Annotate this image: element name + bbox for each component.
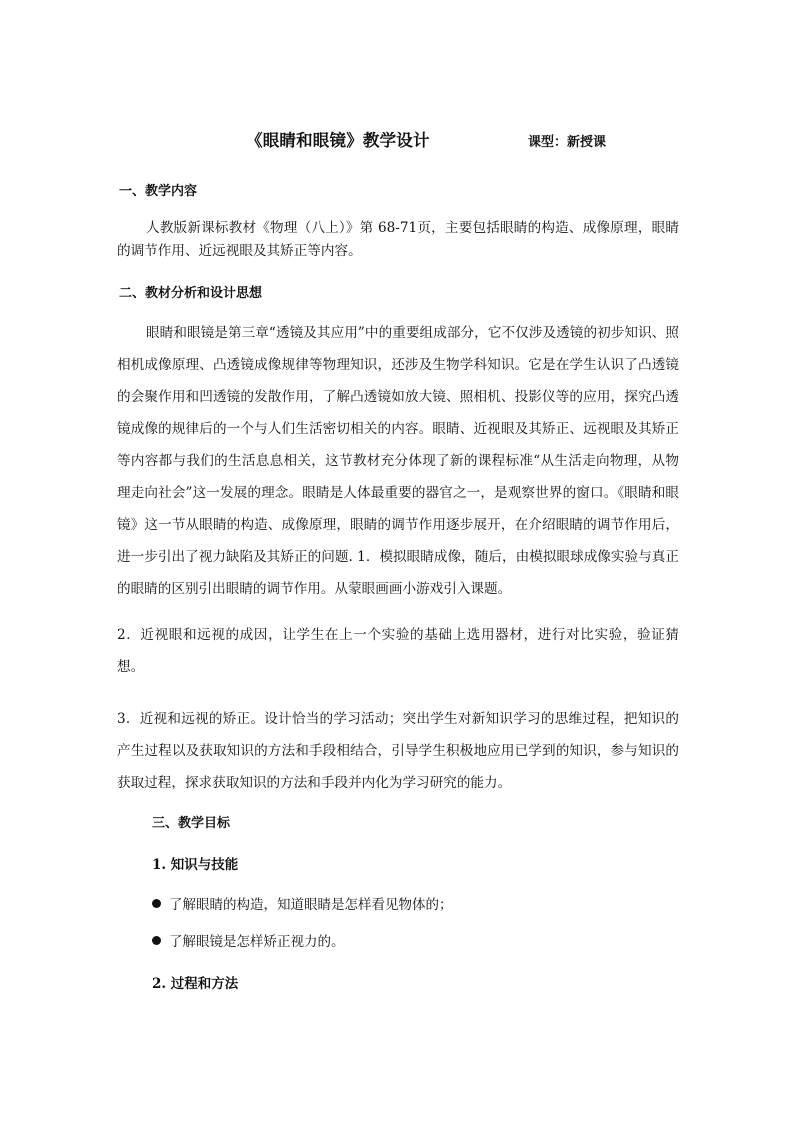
bullet-item xyxy=(152,930,345,950)
objective-process-methods: 2. 过程和方法 xyxy=(152,976,239,992)
analysis-item-3: 3．近视和远视的矫正。设计恰当的学习活动；突出学生对新知识学习的思维过程，把知识的产生过程以及获取知识的方法和手段相结合，引导学生积极地应用已学到的知识，参与知识的获取过程，探求获取知识的方法和手段并内化为学习研究的能力。 xyxy=(117,711,679,791)
section-heading-analysis: 二、教材分析和设计思想 xyxy=(119,286,263,301)
document-title: 《眼睛和眼镜》教学设计 xyxy=(246,131,430,150)
section-paragraph-analysis: 眼睛和眼镜是第三章“透镜及其应用”中的重要组成部分，它不仅涉及透镜的初步知识、照相机成像原理、凸透镜成像规律等物理知识，还涉及生物学科知识。它是在学生认识了凸透镜的会聚作用和凹透镜的发散作用，了解凸透镜如放大镜、照相机、投影仪等的应用，探究凸透镜成像的规律后的一个与人们生活密切相关的内容。眼睛、近视眼及其矫正、远视眼及其矫正等内容都与我们的生活息息相关，这节教材充分体现了新的课程标准“从生活走向物理，从物理走向社会”这一发展的理念。眼睛是人体最重要的器官之一，是观察世界的窗口。《眼睛和眼镜》这一节从眼睛的构造、成像原理，眼睛的调节作用逐步展开，在介绍眼睛的调节作用后，进一步引出了视力缺陷及其矫正的问题. 1．模拟眼睛成像，随后，由模拟眼球成像实验与真正的眼睛的区别引出眼睛的调节作用。从蒙眼画画小游戏引入课题。 xyxy=(117,325,679,597)
section-heading-objectives: 三、教学目标 xyxy=(152,816,231,831)
bullet-icon xyxy=(152,899,161,908)
section-heading-content: 一、教学内容 xyxy=(119,184,198,199)
objective-knowledge-skills: 1. 知识与技能 xyxy=(152,857,239,873)
bullet-item xyxy=(152,893,453,913)
bullet-icon xyxy=(152,936,161,945)
analysis-item-2: 2．近视眼和远视的成因，让学生在上一个实验的基础上选用器材，进行对比实验，验证猜想。 xyxy=(117,627,679,675)
section-paragraph-content: 人教版新课标教材《物理（八上）》第 68-71页，主要包括眼睛的构造、成像原理，眼睛的调节作用、近远视眼及其矫正等内容。 xyxy=(117,220,679,259)
bullet-text: 了解眼镜是怎样矫正视力的。 xyxy=(169,934,345,950)
title-row xyxy=(0,127,794,153)
lesson-type-label: 课型：新授课 xyxy=(528,135,607,150)
bullet-text: 了解眼睛的构造，知道眼睛是怎样看见物体的； xyxy=(169,897,453,913)
